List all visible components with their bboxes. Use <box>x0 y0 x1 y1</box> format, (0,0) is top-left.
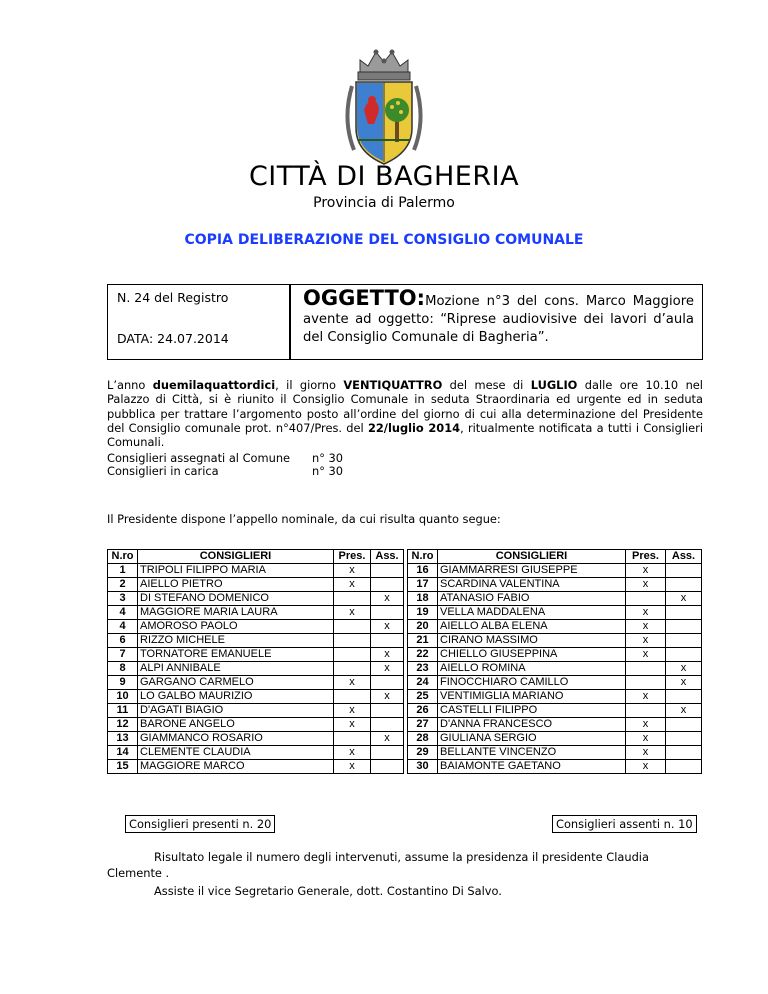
row-name: ATANASIO FABIO <box>438 592 626 606</box>
row-absent-mark <box>666 564 702 578</box>
roll-call-intro: Il Presidente dispone l’appello nominale, da cui risulta quanto segue: <box>107 512 501 526</box>
intro-year: duemilaquattordici <box>152 378 276 392</box>
row-absent-mark <box>666 578 702 592</box>
row-number: 29 <box>408 746 438 760</box>
row-present-mark <box>334 634 371 648</box>
table-row <box>108 606 404 620</box>
row-present-mark: x <box>626 732 666 746</box>
header-ass: Ass. <box>371 550 404 564</box>
row-name: VELLA MADDALENA <box>438 606 626 620</box>
row-present-mark: x <box>626 690 666 704</box>
intro-paragraph <box>107 378 703 449</box>
row-number: 14 <box>108 746 138 760</box>
registry-date: DATA: 24.07.2014 <box>117 331 229 346</box>
closing-paragraph-1: Risultato legale il numero degli intervenuti, assume la presidenza il presidente Claudia Clemente . <box>107 850 649 880</box>
stat-inoffice-value: n° 30 <box>312 464 344 478</box>
stat-assigned-label: Consiglieri assegnati al Comune <box>107 451 291 465</box>
row-present-mark: x <box>626 648 666 662</box>
intro-date: 22/luglio 2014 <box>367 420 461 435</box>
row-present-mark: x <box>626 578 666 592</box>
row-number: 25 <box>408 690 438 704</box>
header-nro: N.ro <box>408 550 438 564</box>
table-row <box>108 578 404 592</box>
registry-number: N. 24 del Registro <box>117 290 229 305</box>
row-absent-mark: x <box>371 662 404 676</box>
table-row <box>108 760 404 774</box>
row-absent-mark <box>371 718 404 732</box>
row-absent-mark <box>666 606 702 620</box>
row-name: AIELLO PIETRO <box>138 578 334 592</box>
row-present-mark: x <box>334 746 371 760</box>
table-row <box>108 718 404 732</box>
table-row <box>408 634 702 648</box>
province-subtitle: Provincia di Palermo <box>313 195 455 211</box>
stat-inoffice-label: Consiglieri in carica <box>107 464 219 478</box>
row-number: 21 <box>408 634 438 648</box>
intro-text-4: dalle ore 10.10 nel Palazzo di Città, si è riunito il Consiglio Comunale in seduta Straordinaria ed urgente ed in seduta pubblica per trattare l’argomento posto all’ordine del giorno di cui alla determinazione del Presidente del Consiglio comunale prot. n°407/Pres. del <box>107 378 703 435</box>
row-absent-mark <box>371 704 404 718</box>
document-heading: COPIA DELIBERAZIONE DEL CONSIGLIO COMUNALE <box>184 232 584 248</box>
row-number: 24 <box>408 676 438 690</box>
intro-day: VENTIQUATTRO <box>343 378 443 392</box>
row-number: 22 <box>408 648 438 662</box>
row-name: SCARDINA VALENTINA <box>438 578 626 592</box>
row-absent-mark: x <box>666 662 702 676</box>
intro-text-3: del mese di <box>442 378 531 392</box>
row-number: 26 <box>408 704 438 718</box>
row-present-mark <box>334 648 371 662</box>
attendance-table-right <box>407 549 702 774</box>
row-absent-mark <box>666 690 702 704</box>
row-present-mark: x <box>334 704 371 718</box>
row-number: 1 <box>108 564 138 578</box>
header-name: CONSIGLIERI <box>438 550 626 564</box>
row-absent-mark: x <box>666 704 702 718</box>
table-row <box>108 564 404 578</box>
row-present-mark <box>334 732 371 746</box>
row-absent-mark: x <box>371 620 404 634</box>
row-number: 19 <box>408 606 438 620</box>
row-absent-mark: x <box>666 676 702 690</box>
table-header-row <box>108 550 404 564</box>
row-number: 6 <box>108 634 138 648</box>
row-name: GIULIANA SERGIO <box>438 732 626 746</box>
row-name: LO GALBO MAURIZIO <box>138 690 334 704</box>
stat-assigned-value: n° 30 <box>312 451 344 465</box>
table-header-row <box>408 550 702 564</box>
row-present-mark: x <box>626 760 666 774</box>
header-pres: Pres. <box>334 550 371 564</box>
row-number: 11 <box>108 704 138 718</box>
row-absent-mark <box>666 746 702 760</box>
row-number: 7 <box>108 648 138 662</box>
row-present-mark: x <box>334 564 371 578</box>
attendance-table-left <box>107 549 404 774</box>
table-row <box>408 746 702 760</box>
row-name: CASTELLI FILIPPO <box>438 704 626 718</box>
row-present-mark <box>334 662 371 676</box>
table-row <box>108 676 404 690</box>
row-name: BARONE ANGELO <box>138 718 334 732</box>
header-ass: Ass. <box>666 550 702 564</box>
row-present-mark: x <box>334 578 371 592</box>
row-present-mark <box>626 676 666 690</box>
row-present-mark: x <box>626 634 666 648</box>
row-present-mark: x <box>334 606 371 620</box>
row-present-mark <box>334 690 371 704</box>
table-row <box>408 592 702 606</box>
subject-label: OGGETTO: <box>303 286 426 310</box>
row-name: AIELLO ROMINA <box>438 662 626 676</box>
row-number: 27 <box>408 718 438 732</box>
row-present-mark <box>334 592 371 606</box>
intro-month: LUGLIO <box>530 378 578 392</box>
city-crest-icon <box>338 40 430 170</box>
header-name: CONSIGLIERI <box>138 550 334 564</box>
row-number: 23 <box>408 662 438 676</box>
row-name: CIRANO MASSIMO <box>438 634 626 648</box>
row-number: 2 <box>108 578 138 592</box>
row-number: 16 <box>408 564 438 578</box>
row-absent-mark <box>666 760 702 774</box>
row-absent-mark: x <box>371 648 404 662</box>
table-row <box>408 662 702 676</box>
table-row <box>408 690 702 704</box>
row-name: RIZZO MICHELE <box>138 634 334 648</box>
row-number: 3 <box>108 592 138 606</box>
table-row <box>108 662 404 676</box>
table-row <box>408 732 702 746</box>
table-row <box>108 648 404 662</box>
table-row <box>408 606 702 620</box>
row-absent-mark <box>666 620 702 634</box>
row-absent-mark: x <box>371 732 404 746</box>
row-number: 8 <box>108 662 138 676</box>
intro-text-1: L’anno <box>107 378 153 392</box>
header-nro: N.ro <box>108 550 138 564</box>
absent-count: Consiglieri assenti n. 10 <box>552 815 697 833</box>
row-number: 12 <box>108 718 138 732</box>
row-number: 15 <box>108 760 138 774</box>
stat-inoffice <box>107 464 344 478</box>
row-name: GARGANO CARMELO <box>138 676 334 690</box>
row-absent-mark <box>371 676 404 690</box>
row-absent-mark <box>371 564 404 578</box>
row-absent-mark: x <box>371 592 404 606</box>
row-name: MAGGIORE MARCO <box>138 760 334 774</box>
row-absent-mark <box>371 760 404 774</box>
row-number: 13 <box>108 732 138 746</box>
row-present-mark: x <box>626 718 666 732</box>
table-row <box>408 676 702 690</box>
row-name: BELLANTE VINCENZO <box>438 746 626 760</box>
city-title: CITTÀ DI BAGHERIA <box>248 161 520 192</box>
header-pres: Pres. <box>626 550 666 564</box>
row-present-mark: x <box>334 676 371 690</box>
table-row <box>108 746 404 760</box>
intro-text-2: , il giorno <box>275 378 344 392</box>
row-name: CLEMENTE CLAUDIA <box>138 746 334 760</box>
row-number: 30 <box>408 760 438 774</box>
table-row <box>108 732 404 746</box>
row-name: VENTIMIGLIA MARIANO <box>438 690 626 704</box>
row-name: TORNATORE EMANUELE <box>138 648 334 662</box>
row-name: DI STEFANO DOMENICO <box>138 592 334 606</box>
row-name: CHIELLO GIUSEPPINA <box>438 648 626 662</box>
row-number: 17 <box>408 578 438 592</box>
row-name: GIAMMANCO ROSARIO <box>138 732 334 746</box>
table-row <box>408 564 702 578</box>
row-absent-mark: x <box>371 690 404 704</box>
row-absent-mark <box>666 634 702 648</box>
row-absent-mark: x <box>666 592 702 606</box>
row-number: 4 <box>108 606 138 620</box>
row-present-mark <box>626 592 666 606</box>
row-absent-mark <box>371 578 404 592</box>
row-name: MAGGIORE MARIA LAURA <box>138 606 334 620</box>
row-present-mark: x <box>626 606 666 620</box>
present-count: Consiglieri presenti n. 20 <box>125 815 275 833</box>
table-row <box>408 620 702 634</box>
subject-text: Mozione n°3 del cons. Marco Maggiore avente ad oggetto: “Riprese audiovisive dei lavori d’aula del Consiglio Comunale di Bagheria”. <box>303 294 694 345</box>
row-present-mark: x <box>626 746 666 760</box>
row-present-mark <box>626 704 666 718</box>
row-absent-mark <box>371 746 404 760</box>
intro-text-5: , ritualmente notificata a tutti i Consiglieri Comunali. <box>107 420 703 450</box>
row-absent-mark <box>666 718 702 732</box>
table-row <box>108 690 404 704</box>
council-stats <box>107 451 344 478</box>
row-name: D'ANNA FRANCESCO <box>438 718 626 732</box>
row-name: BAIAMONTE GAETANO <box>438 760 626 774</box>
table-row <box>408 760 702 774</box>
row-number: 20 <box>408 620 438 634</box>
row-name: AMOROSO PAOLO <box>138 620 334 634</box>
closing-paragraph-2: Assiste il vice Segretario Generale, dott. Costantino Di Salvo. <box>154 884 502 898</box>
registry-box <box>107 284 290 360</box>
row-name: TRIPOLI FILIPPO MARIA <box>138 564 334 578</box>
table-row <box>108 704 404 718</box>
table-row <box>408 718 702 732</box>
row-number: 28 <box>408 732 438 746</box>
row-number: 18 <box>408 592 438 606</box>
table-row <box>108 592 404 606</box>
row-number: 9 <box>108 676 138 690</box>
row-absent-mark <box>666 732 702 746</box>
row-present-mark: x <box>334 760 371 774</box>
row-number: 10 <box>108 690 138 704</box>
table-row <box>108 634 404 648</box>
table-row <box>108 620 404 634</box>
row-absent-mark <box>371 634 404 648</box>
table-row <box>408 578 702 592</box>
row-present-mark: x <box>626 620 666 634</box>
row-number: 4 <box>108 620 138 634</box>
subject-box <box>290 284 703 360</box>
row-absent-mark <box>371 606 404 620</box>
row-name: ALPI ANNIBALE <box>138 662 334 676</box>
row-name: AIELLO ALBA ELENA <box>438 620 626 634</box>
row-present-mark: x <box>334 718 371 732</box>
row-present-mark: x <box>626 564 666 578</box>
table-row <box>408 648 702 662</box>
row-name: D'AGATI BIAGIO <box>138 704 334 718</box>
row-name: FINOCCHIARO CAMILLO <box>438 676 626 690</box>
row-absent-mark <box>666 648 702 662</box>
row-name: GIAMMARRESI GIUSEPPE <box>438 564 626 578</box>
row-present-mark <box>626 662 666 676</box>
row-present-mark <box>334 620 371 634</box>
table-row <box>408 704 702 718</box>
